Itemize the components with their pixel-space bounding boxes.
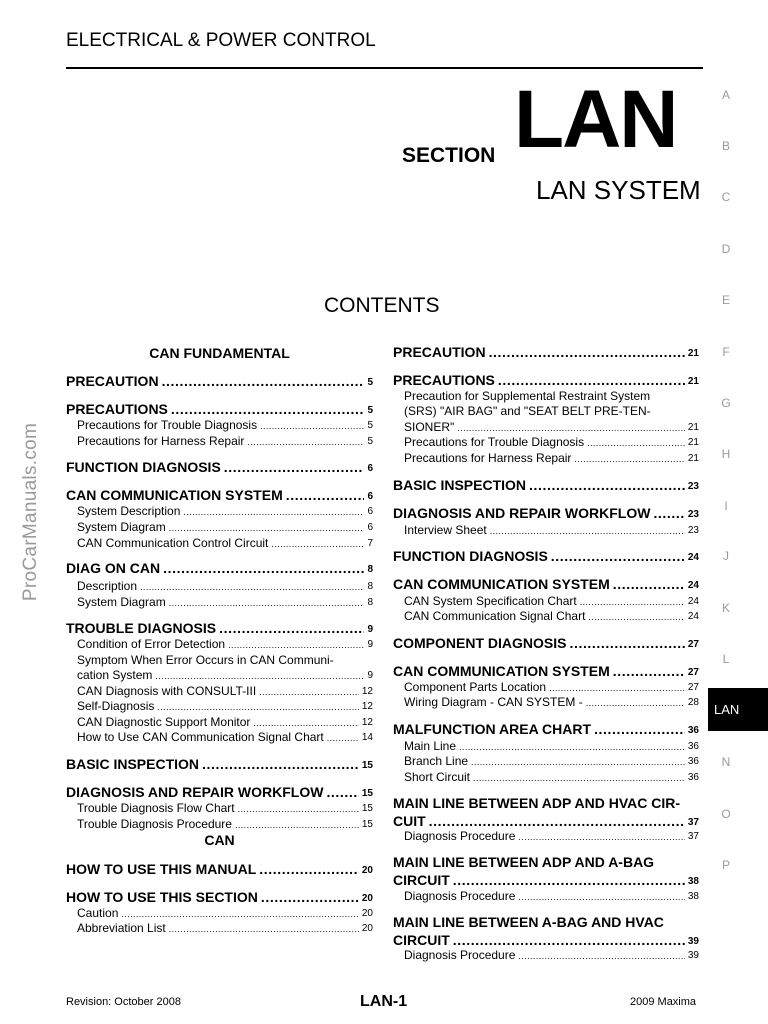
index-letter-i[interactable]: I: [724, 499, 728, 513]
revision-date: Revision: October 2008: [66, 996, 181, 1008]
toc-entry[interactable]: cation System ..... 9: [66, 669, 373, 681]
toc-entry[interactable]: Precautions for Trouble Diagnosis ..... 5: [66, 419, 373, 431]
toc-entry[interactable]: CIRCUIT ..... 39: [393, 933, 699, 947]
toc-entry[interactable]: DIAGNOSIS AND REPAIR WORKFLOW ..... 23: [393, 506, 699, 520]
toc-entry[interactable]: Main Line ..... 36: [393, 740, 699, 752]
index-letter-n[interactable]: N: [721, 755, 731, 769]
index-letter-l[interactable]: L: [722, 652, 730, 666]
toc-entry[interactable]: System Diagram ..... 6: [66, 521, 373, 533]
toc-entry[interactable]: Description ..... 8: [66, 580, 373, 592]
toc-entry[interactable]: CUIT ..... 37: [393, 814, 699, 828]
toc-entry[interactable]: Abbreviation List ..... 20: [66, 922, 373, 934]
toc-entry[interactable]: PRECAUTIONS ..... 21: [393, 373, 699, 387]
contents-title: CONTENTS: [324, 294, 440, 317]
toc-entry[interactable]: PRECAUTIONS ..... 5: [66, 402, 373, 416]
toc-entry[interactable]: Trouble Diagnosis Flow Chart ..... 15: [66, 802, 373, 814]
toc-entry[interactable]: Trouble Diagnosis Procedure ..... 15: [66, 818, 373, 830]
toc-entry[interactable]: CAN System Specification Chart ..... 24: [393, 595, 699, 607]
toc-entry[interactable]: Interview Sheet ..... 23: [393, 524, 699, 536]
toc-entry[interactable]: System Diagram ..... 8: [66, 596, 373, 608]
toc-entry[interactable]: DIAG ON CAN ..... 8: [66, 561, 373, 575]
index-letter-d[interactable]: D: [721, 242, 731, 256]
toc-entry[interactable]: COMPONENT DIAGNOSIS ..... 27: [393, 636, 699, 650]
toc-entry[interactable]: System Description ..... 6: [66, 505, 373, 517]
toc-entry[interactable]: How to Use CAN Communication Signal Chart ..... 14: [66, 731, 373, 743]
vehicle-model: 2009 Maxima: [630, 996, 697, 1008]
toc-entry[interactable]: DIAGNOSIS AND REPAIR WORKFLOW ..... 15: [66, 785, 373, 799]
toc-entry-line[interactable]: MAIN LINE BETWEEN A-BAG AND HVAC: [393, 914, 664, 930]
toc-entry[interactable]: TROUBLE DIAGNOSIS ..... 9: [66, 621, 373, 635]
toc-entry[interactable]: Precautions for Harness Repair ..... 21: [393, 452, 699, 464]
toc-entry-line[interactable]: MAIN LINE BETWEEN ADP AND HVAC CIR-: [393, 795, 680, 811]
index-letter-p[interactable]: P: [721, 858, 730, 872]
toc-entry[interactable]: HOW TO USE THIS MANUAL ..... 20: [66, 862, 373, 876]
index-letter-a[interactable]: A: [721, 88, 730, 102]
toc-entry[interactable]: FUNCTION DIAGNOSIS ..... 6: [66, 460, 373, 474]
section-code: LAN: [514, 74, 677, 165]
toc-entry[interactable]: Branch Line ..... 36: [393, 755, 699, 767]
index-letter-e[interactable]: E: [721, 293, 730, 307]
toc-entry[interactable]: CAN COMMUNICATION SYSTEM ..... 27: [393, 664, 699, 678]
toc-entry[interactable]: SIONER" ..... 21: [393, 421, 699, 433]
index-letter-f[interactable]: F: [722, 345, 730, 359]
toc-entry[interactable]: Diagnosis Procedure ..... 39: [393, 949, 699, 961]
toc-entry[interactable]: Wiring Diagram - CAN SYSTEM - ..... 28: [393, 696, 699, 708]
toc-entry[interactable]: BASIC INSPECTION ..... 23: [393, 478, 699, 492]
page-number: LAN-1: [360, 993, 408, 1010]
index-letter-k[interactable]: K: [721, 601, 730, 615]
toc-entry[interactable]: Short Circuit ..... 36: [393, 771, 699, 783]
toc-entry-line[interactable]: (SRS) "AIR BAG" and "SEAT BELT PRE-TEN-: [404, 404, 651, 418]
index-letter-b[interactable]: B: [721, 139, 730, 153]
index-letter-h[interactable]: H: [721, 447, 731, 461]
toc-entry[interactable]: Diagnosis Procedure ..... 38: [393, 890, 699, 902]
index-letter-o[interactable]: O: [721, 807, 731, 821]
header-divider: [66, 67, 703, 69]
toc-entry[interactable]: Condition of Error Detection ..... 9: [66, 638, 373, 650]
section-group-title: ELECTRICAL & POWER CONTROL: [66, 30, 376, 51]
toc-entry[interactable]: CAN Communication Signal Chart ..... 24: [393, 610, 699, 622]
toc-entry[interactable]: CIRCUIT ..... 38: [393, 873, 699, 887]
toc-entry[interactable]: Precautions for Trouble Diagnosis ..... 21: [393, 436, 699, 448]
index-letter-j[interactable]: J: [723, 549, 729, 563]
toc-entry[interactable]: Self-Diagnosis ..... 12: [66, 700, 373, 712]
toc-entry[interactable]: CAN Diagnosis with CONSULT-III ..... 12: [66, 685, 373, 697]
toc-entry-line[interactable]: Precaution for Supplemental Restraint System: [404, 389, 651, 403]
watermark: ProCarManuals.com: [20, 422, 41, 602]
toc-entry-line[interactable]: MAIN LINE BETWEEN ADP AND A-BAG: [393, 854, 655, 870]
index-letter-g[interactable]: G: [721, 396, 731, 410]
toc-entry-line[interactable]: Symptom When Error Occurs in CAN Communi-: [77, 653, 334, 667]
toc-entry[interactable]: CAN COMMUNICATION SYSTEM ..... 6: [66, 488, 373, 502]
part-heading-can: CAN: [204, 832, 235, 848]
toc-entry[interactable]: CAN COMMUNICATION SYSTEM ..... 24: [393, 577, 699, 591]
index-letter-c[interactable]: C: [721, 190, 731, 204]
toc-entry[interactable]: Precautions for Harness Repair ..... 5: [66, 435, 373, 447]
toc-entry[interactable]: CAN Diagnostic Support Monitor ..... 12: [66, 716, 373, 728]
toc-entry[interactable]: Component Parts Location ..... 27: [393, 681, 699, 693]
toc-entry[interactable]: PRECAUTION ..... 5: [66, 374, 373, 388]
toc-entry[interactable]: Diagnosis Procedure ..... 37: [393, 830, 699, 842]
part-heading-can-fundamental: CAN FUNDAMENTAL: [149, 345, 290, 361]
index-tab-lan-active[interactable]: LAN: [708, 688, 768, 731]
toc-entry[interactable]: Caution ..... 20: [66, 907, 373, 919]
toc-entry[interactable]: BASIC INSPECTION ..... 15: [66, 757, 373, 771]
toc-entry[interactable]: HOW TO USE THIS SECTION ..... 20: [66, 890, 373, 904]
toc-entry[interactable]: FUNCTION DIAGNOSIS ..... 24: [393, 549, 699, 563]
section-name: LAN SYSTEM: [536, 175, 701, 205]
toc-entry[interactable]: MALFUNCTION AREA CHART ..... 36: [393, 722, 699, 736]
toc-entry[interactable]: CAN Communication Control Circuit ..... 7: [66, 537, 373, 549]
section-label: SECTION: [402, 144, 496, 167]
toc-entry[interactable]: PRECAUTION ..... 21: [393, 345, 699, 359]
